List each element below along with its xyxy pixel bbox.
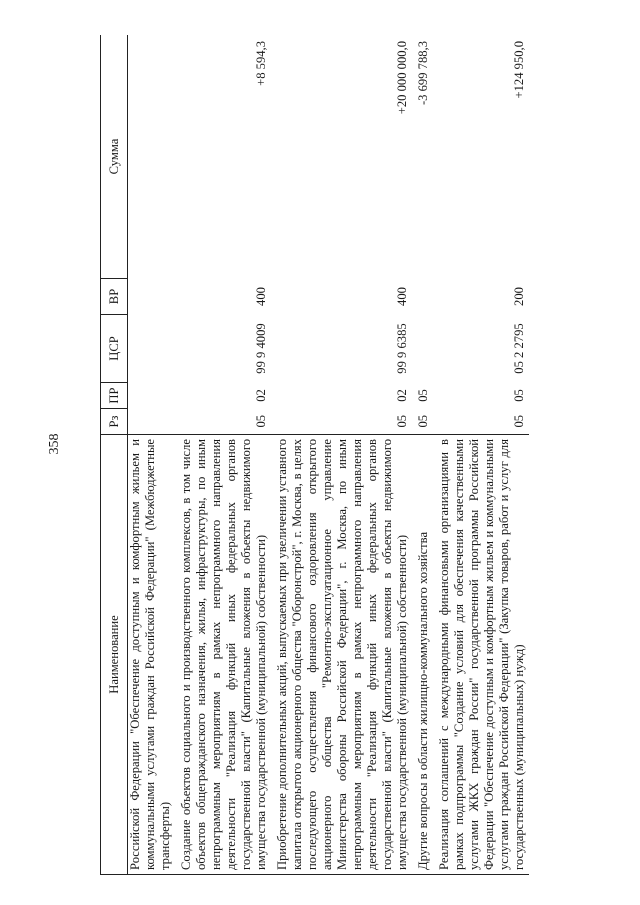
row-name: Реализация соглашений с международными финансовыми организациями в рамках подпрограммы "Создание условий для обеспечения качественными услугами ЖКХ граждан России" государственной программы Российской Федерации "Обеспечение доступным и комфортным жильем и коммунальными услугами граждан Российской Федерации" (Закупка товаров, работ и услуг для государственных (муниципальных) нужд) [433, 435, 529, 875]
row-vr: 200 [512, 287, 526, 306]
header-sum: Сумма [101, 35, 128, 279]
row-name: Создание объектов социального и производственного комплексов, в том числе объектов общегражданского назначения, жилья, инфраструктуры, по иным непрограммным мероприятиям в рамках непрограммного направления деятельности "Реализация функций иных федеральных органов государственной власти" (Капитальные вложения в объекты недвижимого имущества государственной (муниципальной) собственности) [175, 435, 271, 875]
row-vr [128, 279, 176, 315]
header-rz: Рз [101, 409, 128, 435]
row-rz: 05 [416, 414, 430, 428]
table-row [271, 35, 412, 875]
budget-table-sheet [100, 35, 620, 875]
row-sum: +20 000 000,0 [271, 35, 412, 279]
row-sum: +124 950,0 [433, 35, 529, 279]
header-name: Наименование [101, 435, 128, 875]
row-sum: +8 594,3 [175, 35, 271, 279]
table-row [433, 35, 529, 875]
page-number: 358 [47, 433, 62, 455]
row-csr: 99 9 6385 [395, 323, 409, 374]
table-header-row [101, 35, 128, 875]
row-vr [412, 279, 433, 315]
row-csr: 99 9 4009 [254, 323, 268, 374]
header-vr: ВР [101, 279, 128, 315]
budget-table [100, 35, 529, 875]
row-rz: 05 [254, 414, 268, 428]
header-pr: ПР [101, 383, 128, 409]
row-rz: 05 [512, 414, 526, 428]
table-row [175, 35, 271, 875]
row-name: Российской Федерации "Обеспечение доступным и комфортным жильем и коммунальными услугами граждан Российской Федерации" (Межбюджетные трансферты) [128, 435, 176, 875]
row-name: Приобретение дополнительных акций, выпускаемых при увеличении уставного капитала открытого акционерного общества "Оборонстрой", г. Москва, в целях последующего осуществления финансового оздоровления открытого акционерного общества "Ремонтно-эксплуатационное управление Министерства обороны Российской Федерации", г. Москва, по иным непрограммным мероприятиям в рамках непрограммного направления деятельности "Реализация функций иных федеральных органов государственной власти" (Капитальные вложения в объекты недвижимого имущества государственной (муниципальной) собственности) [271, 435, 412, 875]
row-pr [128, 383, 176, 409]
row-vr: 400 [395, 287, 409, 306]
row-csr [412, 315, 433, 383]
row-rz [128, 409, 176, 435]
row-rz: 05 [395, 414, 409, 428]
row-csr: 05 2 2795 [512, 323, 526, 374]
row-pr: 05 [512, 389, 526, 402]
row-pr: 02 [254, 389, 268, 402]
table-row [128, 35, 176, 875]
row-sum [128, 35, 176, 279]
row-vr: 400 [254, 287, 268, 306]
row-pr: 05 [416, 389, 430, 402]
row-csr [128, 315, 176, 383]
row-sum: -3 699 788,3 [412, 35, 433, 279]
row-name: Другие вопросы в области жилищно-коммунального хозяйства [412, 435, 433, 875]
header-csr: ЦСР [101, 315, 128, 383]
row-pr: 02 [395, 389, 409, 402]
table-row [412, 35, 433, 875]
rotated-page-area [100, 35, 620, 875]
